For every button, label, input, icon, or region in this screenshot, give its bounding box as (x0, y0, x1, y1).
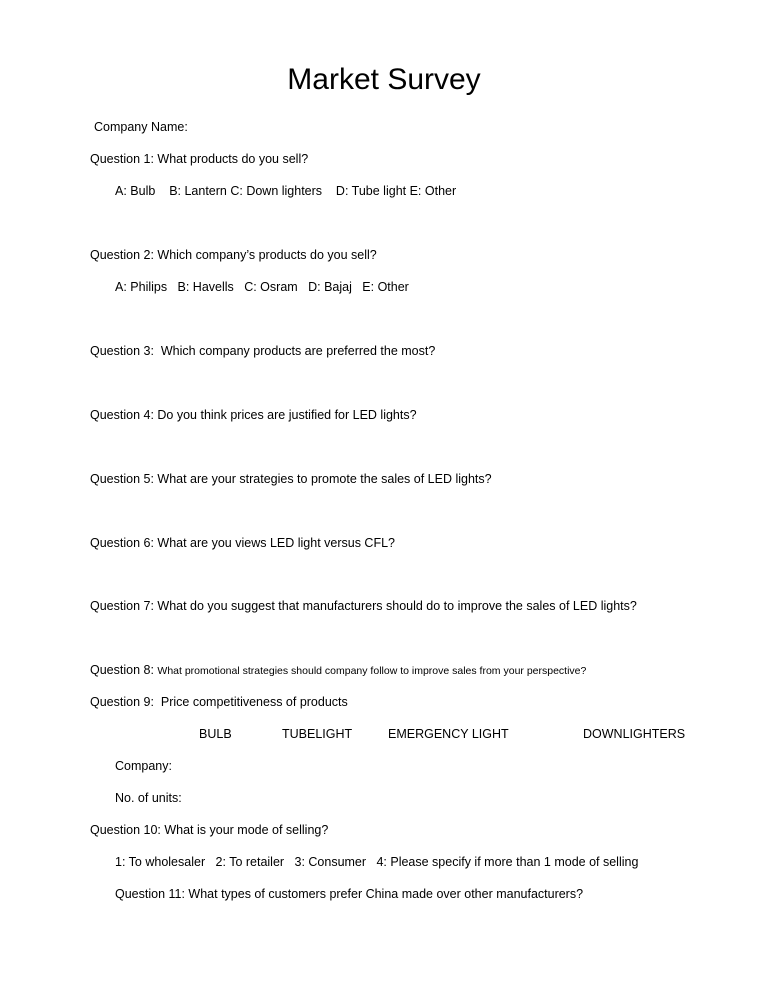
company-name-label: Company Name: (94, 120, 188, 134)
question-9: Question 9: Price competitiveness of products (90, 695, 348, 709)
question-2-options: A: Philips B: Havells C: Osram D: Bajaj E: Other (115, 280, 409, 294)
page-title: Market Survey (287, 63, 481, 96)
question-4: Question 4: Do you think prices are justified for LED lights? (90, 408, 417, 422)
row-label-units: No. of units: (115, 791, 182, 805)
question-1: Question 1: What products do you sell? (90, 152, 309, 166)
question-6: Question 6: What are you views LED light versus CFL? (90, 536, 395, 550)
column-header-emergency-light: EMERGENCY LIGHT (388, 727, 509, 741)
question-2: Question 2: Which company’s products do you sell? (90, 248, 377, 262)
question-1-options: A: Bulb B: Lantern C: Down lighters D: Tube light E: Other (115, 184, 457, 198)
question-8 (90, 662, 586, 679)
question-10-options: 1: To wholesaler 2: To retailer 3: Consumer 4: Please specify if more than 1 mode of selling (115, 855, 639, 869)
column-header-tubelight: TUBELIGHT (282, 727, 353, 741)
question-8-prefix: Question 8: (90, 663, 158, 677)
question-11: Question 11: What types of customers prefer China made over other manufacturers? (115, 887, 584, 901)
question-5: Question 5: What are your strategies to promote the sales of LED lights? (90, 472, 492, 486)
question-3: Question 3: Which company products are preferred the most? (90, 344, 436, 358)
column-header-downlighters: DOWNLIGHTERS (583, 727, 686, 741)
question-8-text: What promotional strategies should company follow to improve sales from your perspective? (157, 665, 587, 677)
row-label-company: Company: (115, 759, 172, 773)
question-7: Question 7: What do you suggest that manufacturers should do to improve the sales of LED lights? (90, 599, 637, 613)
column-header-bulb: BULB (199, 727, 232, 741)
question-10: Question 10: What is your mode of selling? (90, 823, 329, 837)
